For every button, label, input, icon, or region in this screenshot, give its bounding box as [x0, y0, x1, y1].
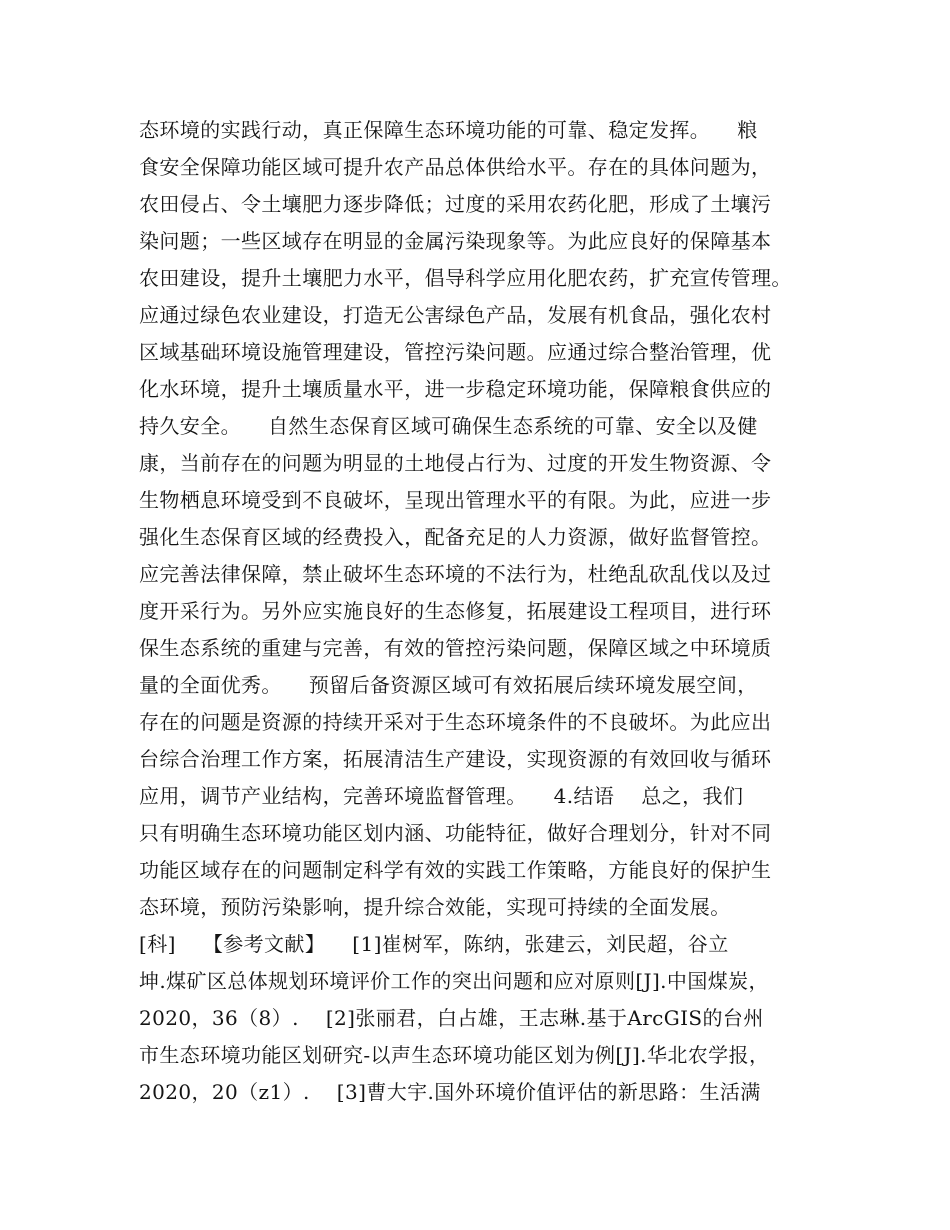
text-line: 染问题；一些区域存在明显的金属污染现象等。为此应良好的保障基本 — [139, 229, 772, 253]
text-line: 态环境，预防污染影响，提升综合效能，实现可持续的全面发展。 — [139, 895, 731, 919]
text-line: 应完善法律保障，禁止破坏生态环境的不法行为，杜绝乱砍乱伐以及过 — [139, 562, 772, 586]
text-line: 强化生态保育区域的经费投入，配备充足的人力资源，做好监督管控。 — [139, 525, 772, 549]
text-line: 化水环境，提升土壤质量水平，进一步稳定环境功能，保障粮食供应的 — [139, 377, 772, 401]
text-line: 应通过绿色农业建设，打造无公害绿色产品，发展有机食品，强化农村 — [139, 303, 772, 327]
text-line: 功能区域存在的问题制定科学有效的实践工作策略，方能良好的保护生 — [139, 858, 772, 882]
text-line: 食安全保障功能区域可提升农产品总体供给水平。存在的具体问题为， — [139, 155, 772, 179]
text-line: 农田侵占、令土壤肥力逐步降低；过度的采用农药化肥，形成了土壤污 — [139, 192, 772, 216]
text-line: 区域基础环境设施管理建设，管控污染问题。应通过综合整治管理，优 — [139, 340, 772, 364]
text-line: 只有明确生态环境功能区划内涵、功能特征，做好合理划分，针对不同 — [139, 821, 772, 845]
text-line: 存在的问题是资源的持续开采对于生态环境条件的不良破坏。为此应出 — [139, 710, 772, 734]
text-line: 生物栖息环境受到不良破坏，呈现出管理水平的有限。为此，应进一步 — [139, 488, 772, 512]
text-line: 2020，36（8）. [2]张丽君，白占雄，王志琳.基于ArcGIS的台州 — [139, 1006, 764, 1030]
text-line: 坤.煤矿区总体规划环境评价工作的突出问题和应对原则[J].中国煤炭， — [139, 969, 769, 993]
text-line: 应用，调节产业结构，完善环境监督管理。 4.结语 总之，我们 — [139, 784, 744, 808]
text-line: 持久安全。 自然生态保育区域可确保生态系统的可靠、安全以及健 — [139, 414, 758, 438]
body-text — [139, 112, 829, 1111]
text-line: 量的全面优秀。 预留后备资源区域可有效拓展后续环境发展空间， — [139, 673, 758, 697]
text-line: 康，当前存在的问题为明显的土地侵占行为、过度的开发生物资源、令 — [139, 451, 772, 475]
text-line: 农田建设，提升土壤肥力水平，倡导科学应用化肥农药，扩充宣传管理。 — [139, 266, 792, 290]
text-line: 台综合治理工作方案，拓展清洁生产建设，实现资源的有效回收与循环 — [139, 747, 772, 771]
text-line: 市生态环境功能区划研究-以声生态环境功能区划为例[J].华北农学报， — [139, 1043, 770, 1067]
text-line: 2020，20（z1）. [3]曹大宇.国外环境价值评估的新思路：生活满 — [139, 1080, 761, 1104]
text-line: 态环境的实践行动，真正保障生态环境功能的可靠、稳定发挥。 粮 — [139, 118, 758, 142]
text-line: [科] 【参考文献】 [1]崔树军，陈纳，张建云，刘民超，谷立 — [139, 932, 729, 956]
text-line: 保生态系统的重建与完善，有效的管控污染问题，保障区域之中环境质 — [139, 636, 772, 660]
text-line: 度开采行为。另外应实施良好的生态修复，拓展建设工程项目，进行环 — [139, 599, 772, 623]
